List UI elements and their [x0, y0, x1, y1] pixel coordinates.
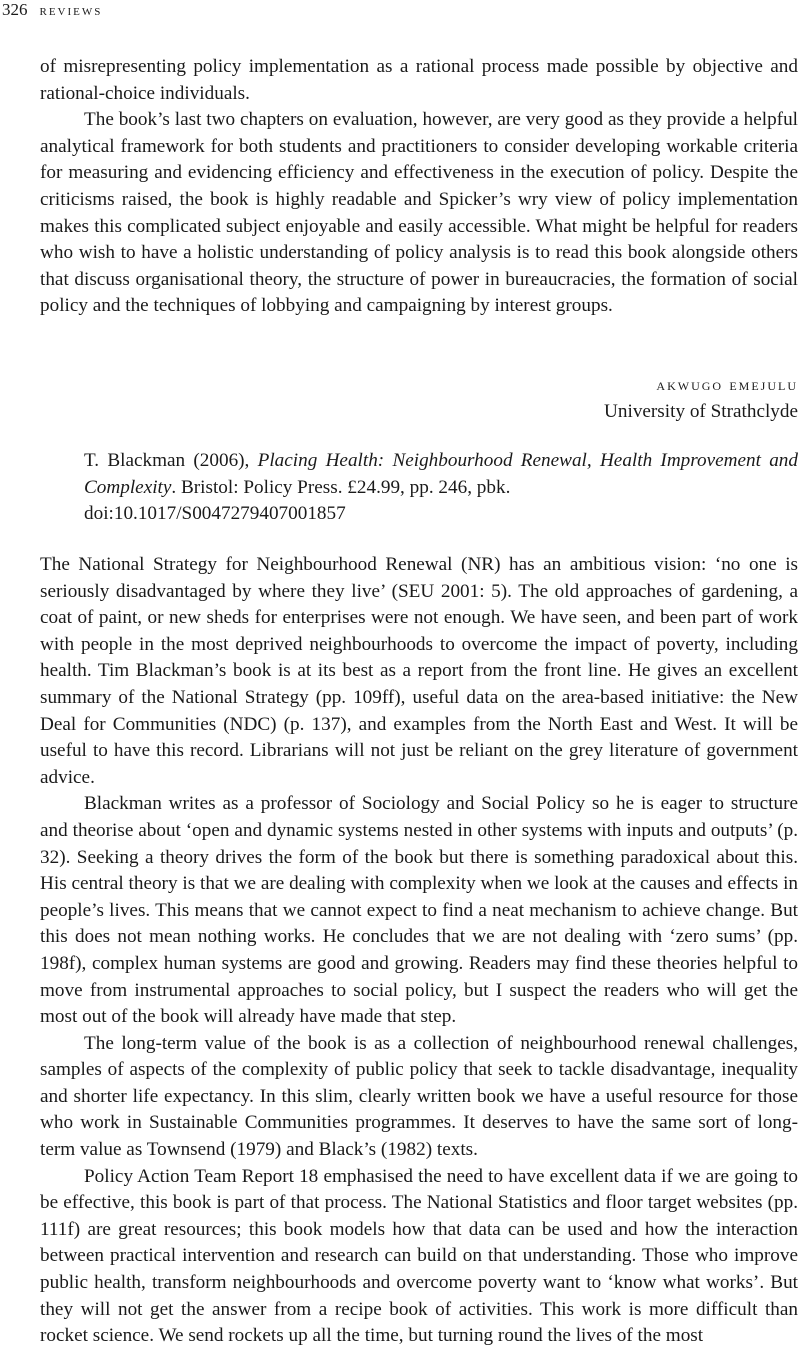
- review-paragraph-2: Blackman writes as a professor of Sociology and Social Policy so he is eager to structure and theorise about ‘open and dynamic systems nested in other systems with inputs and outputs’ (p. 32). Seeking a theory drives the form of the book but there is something paradoxical about this. His central theory is that we are dealing with complexity when we look at the causes and effects in people’s lives. This means that we cannot expect to find a neat mechanism to achieve change. But this does not mean nothing works. He concludes that we are not dealing with ‘zero sums’ (pp. 198f), complex human systems are good and growing. Readers may find these theories helpful to move from instrumental approaches to social policy, but I suspect the readers who will get the most out of the book will already have made that step.: [40, 793, 798, 1028]
- citation-doi: doi:10.1017/S0047279407001857: [84, 503, 346, 525]
- previous-review-final-paragraph: The book’s last two chapters on evaluation, however, are very good as they provide a helpful analytical framework for both students and practitioners to consider developing workable criteria for measuring and evidencing efficiency and effectiveness in the execution of policy. Despite the criticisms raised, the book is highly readable and Spicker’s wry view of policy implementation makes this complicated subject enjoyable and easily accessible. What might be helpful for readers who wish to have a holistic understanding of policy analysis is to read this book alongside others that discuss organisational theory, the structure of power in bureaucracies, the formation of social policy and the techniques of lobbying and campaigning by interest groups.: [40, 109, 798, 317]
- review-paragraph-4: Policy Action Team Report 18 emphasised the need to have excellent data if we are going to be effective, this book is part of that process. The National Statistics and floor target websites (pp. 111f) are great resources; this book models how that data can be used and how the interaction between practical intervention and research can build on that understanding. Those who improve public health, transform neighbourhoods and overcome poverty want to ‘know what works’. But they will not get the answer from a recipe book of activities. This work is more difficult than rocket science. We send rockets up all the time, but turning round the lives of the most: [40, 1165, 798, 1347]
- book-citation: [84, 448, 798, 528]
- review-paragraph-1: The National Strategy for Neighbourhood Renewal (NR) has an ambitious vision: ‘no one is seriously disadvantaged by where they live’ (SEU 2001: 5). The old approaches of gardening, a coat of paint, or new sheds for enterprises were not enough. We have seen, and been part of work with people in the most deprived neighbourhoods to overcome the impact of poverty, including health. Tim Blackman’s book is at its best as a report from the front line. He gives an excellent summary of the National Strategy (pp. 109ff), useful data on the area-based initiative: the New Deal for Communities (NDC) (p. 137), and examples from the North East and West. It will be useful to have this record. Librarians will not just be reliant on the grey literature of government advice.: [40, 554, 798, 788]
- reviewer-signature: [604, 372, 798, 425]
- review-body: [40, 552, 798, 1350]
- running-head: [2, 0, 102, 21]
- citation-author-year: T. Blackman (2006),: [84, 450, 258, 471]
- citation-text: [84, 448, 798, 501]
- previous-review-ending: [40, 54, 798, 320]
- reviewer-name: akwugo emejulu: [656, 375, 798, 394]
- reviewer-affiliation: University of Strathclyde: [604, 400, 798, 422]
- citation-publication: . Bristol: Policy Press. £24.99, pp. 246, pbk.: [171, 476, 511, 498]
- review-paragraph-3: The long-term value of the book is as a collection of neighbourhood renewal challenges, samples of aspects of the complexity of public policy that seek to tackle disadvantage, inequality and shorter life expectancy. In this slim, clearly written book we have a useful resource for those who work in Sustainable Communities programmes. It deserves to have the same sort of long-term value as Townsend (1979) and Black’s (1982) texts.: [40, 1032, 798, 1161]
- running-title: reviews: [39, 2, 103, 19]
- previous-review-paragraph-end: of misrepresenting policy implementation as a rational process made possible by objective and rational-choice individuals.: [40, 56, 798, 104]
- citation-book-title: Placing Health: Neighbourhood Renewal, Health Improvement and Complexity: [84, 450, 798, 498]
- page-number: 326: [2, 0, 28, 19]
